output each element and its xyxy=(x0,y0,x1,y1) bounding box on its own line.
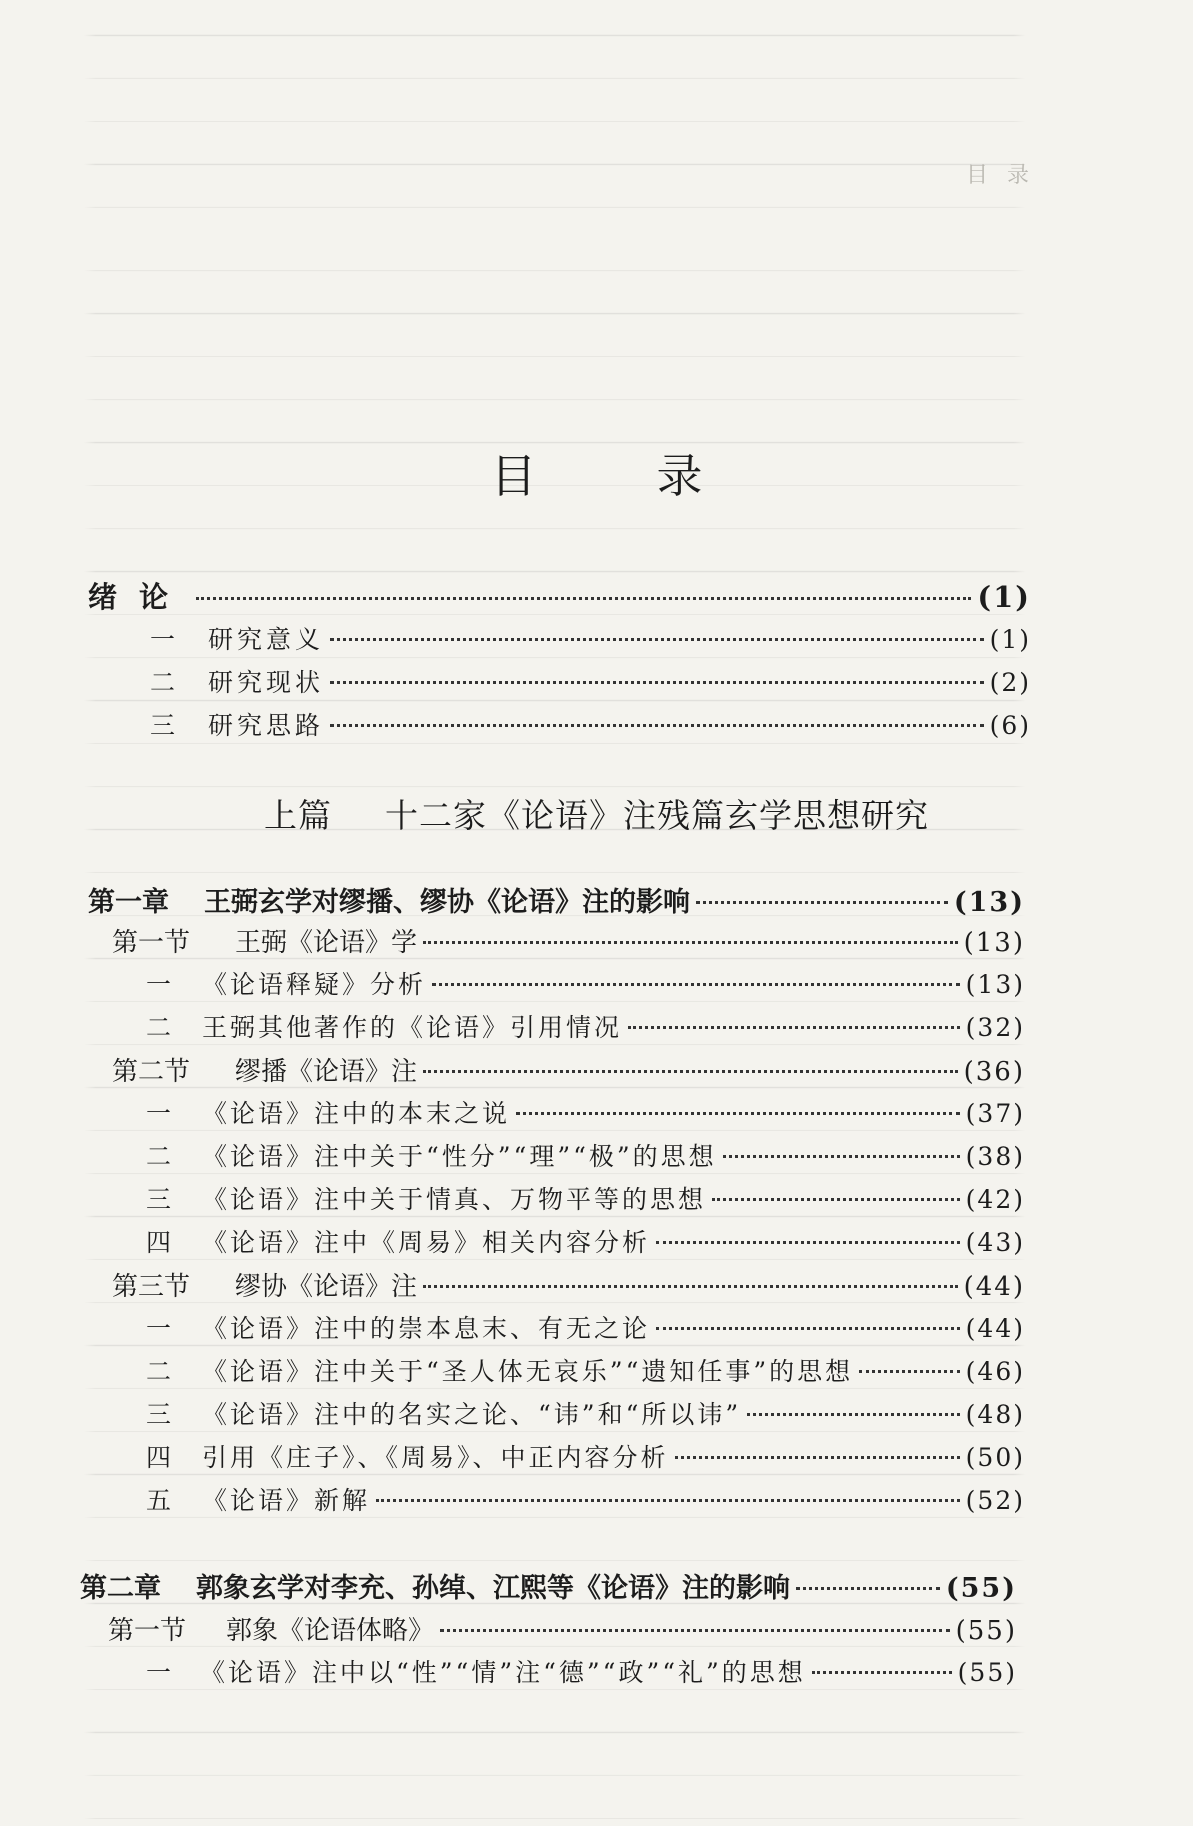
page-number: (46) xyxy=(965,1357,1025,1386)
page-number: (55) xyxy=(955,1616,1017,1646)
item-number: 二 xyxy=(146,1142,175,1171)
item-title: 《论语》注中关于情真、万物平等的思想 xyxy=(202,1185,707,1214)
toc-chapter-1[interactable] xyxy=(88,880,1025,919)
page-number: (6) xyxy=(989,711,1031,740)
chapter-title: 王弼玄学对缪播、缪协《论语》注的影响 xyxy=(204,887,690,918)
toc-item[interactable] xyxy=(146,1223,1025,1259)
chapter-number: 第二章 xyxy=(80,1573,161,1604)
item-number: 一 xyxy=(146,1658,175,1687)
leader-dots xyxy=(628,1026,960,1029)
toc-item[interactable] xyxy=(146,1137,1025,1173)
page-number: (2) xyxy=(989,668,1031,697)
item-number: 四 xyxy=(146,1228,175,1257)
toc-section[interactable] xyxy=(112,1266,1025,1303)
page-number: (13) xyxy=(953,887,1025,918)
leader-dots xyxy=(656,1327,960,1330)
section-number: 第一节 xyxy=(112,928,191,958)
entry-title: 研究思路 xyxy=(208,711,325,740)
chapter-number: 第一章 xyxy=(88,887,169,918)
toc-item[interactable] xyxy=(146,965,1025,1001)
entry-number: 一 xyxy=(150,625,180,654)
leader-dots xyxy=(712,1198,960,1201)
toc-entry[interactable] xyxy=(150,620,1031,656)
item-number: 一 xyxy=(146,970,175,999)
entry-title: 研究意义 xyxy=(208,625,325,654)
toc-item[interactable] xyxy=(146,1094,1025,1130)
page-number: (55) xyxy=(957,1658,1017,1687)
item-title: 《论语》注中的本末之说 xyxy=(202,1099,511,1128)
item-title: 《论语》注中关于“圣人体无哀乐”“遗知任事”的思想 xyxy=(202,1357,854,1386)
page-number: (52) xyxy=(965,1486,1025,1515)
item-title: 《论语》注中关于“性分”“理”“极”的思想 xyxy=(202,1142,717,1171)
leader-dots xyxy=(516,1112,960,1115)
leader-dots xyxy=(859,1370,960,1373)
toc-entry[interactable] xyxy=(150,663,1031,699)
leader-dots xyxy=(656,1241,960,1244)
toc-item[interactable] xyxy=(146,1309,1025,1345)
section-number: 第二节 xyxy=(112,1057,191,1087)
toc-item[interactable] xyxy=(146,1438,1025,1474)
leader-dots xyxy=(440,1629,950,1632)
leader-dots xyxy=(796,1587,940,1590)
toc-section[interactable] xyxy=(108,1610,1017,1647)
page-number: (43) xyxy=(965,1228,1025,1257)
page-number: (37) xyxy=(965,1099,1025,1128)
leader-dots xyxy=(812,1671,952,1674)
toc-item[interactable] xyxy=(146,1395,1025,1431)
entry-number: 三 xyxy=(150,711,180,740)
leader-dots xyxy=(330,681,984,684)
section-title: 缪协《论语》注 xyxy=(235,1272,418,1302)
entry-number: 二 xyxy=(150,668,180,697)
toc-item[interactable] xyxy=(146,1180,1025,1216)
item-title: 《论语释疑》分析 xyxy=(202,970,427,999)
leader-dots xyxy=(330,724,984,727)
running-head: 目 录 xyxy=(966,163,1035,188)
leader-dots xyxy=(423,941,958,944)
item-number: 一 xyxy=(146,1099,175,1128)
item-title: 《论语》注中的崇本息末、有无之论 xyxy=(202,1314,651,1343)
page-number: (50) xyxy=(965,1443,1025,1472)
leader-dots xyxy=(423,1285,958,1288)
item-number: 三 xyxy=(146,1400,175,1429)
item-title: 《论语》注中《周易》相关内容分析 xyxy=(202,1228,651,1257)
part-label: 上篇 xyxy=(264,796,332,835)
page-number: (44) xyxy=(963,1272,1025,1302)
page-number: (55) xyxy=(945,1573,1017,1604)
item-number: 四 xyxy=(146,1443,175,1472)
item-number: 一 xyxy=(146,1314,175,1343)
page-number: (36) xyxy=(963,1057,1025,1087)
page-number: (13) xyxy=(963,928,1025,958)
toc-item[interactable] xyxy=(146,1352,1025,1388)
toc-item[interactable] xyxy=(146,1008,1025,1044)
item-number: 二 xyxy=(146,1357,175,1386)
toc-entry-introduction[interactable] xyxy=(88,575,1031,616)
toc-section[interactable] xyxy=(112,922,1025,959)
section-title: 王弼《论语》学 xyxy=(235,928,418,958)
page-number: (44) xyxy=(965,1314,1025,1343)
leader-dots xyxy=(696,901,948,904)
item-title: 《论语》注中的名实之论、“讳”和“所以讳” xyxy=(202,1400,742,1429)
part-title-text: 十二家《论语》注残篇玄学思想研究 xyxy=(385,796,929,835)
item-number: 三 xyxy=(146,1185,175,1214)
page-title: 目录 xyxy=(490,449,823,503)
leader-dots xyxy=(376,1499,960,1502)
leader-dots xyxy=(675,1456,960,1459)
toc-section[interactable] xyxy=(112,1051,1025,1088)
section-number: 第一节 xyxy=(108,1616,187,1646)
leader-dots xyxy=(747,1413,960,1416)
leader-dots xyxy=(723,1155,960,1158)
item-title: 引用《庄子》、《周易》、中正内容分析 xyxy=(202,1443,669,1472)
section-number: 第三节 xyxy=(112,1272,191,1302)
item-title: 《论语》注中以“性”“情”注“德”“政”“礼”的思想 xyxy=(200,1658,806,1687)
leader-dots xyxy=(423,1070,958,1073)
chapter-title: 郭象玄学对李充、孙绰、江熙等《论语》注的影响 xyxy=(196,1573,790,1604)
section-title: 郭象《论语体略》 xyxy=(226,1616,435,1646)
toc-entry[interactable] xyxy=(150,706,1031,742)
toc-chapter-2[interactable] xyxy=(80,1566,1017,1605)
section-title: 缪播《论语》注 xyxy=(235,1057,418,1087)
page-number: (13) xyxy=(965,970,1025,999)
entry-title: 研究现状 xyxy=(208,668,325,697)
toc-item[interactable] xyxy=(146,1653,1017,1689)
item-number: 五 xyxy=(146,1486,175,1515)
page-number: (38) xyxy=(965,1142,1025,1171)
page-number: (1) xyxy=(977,580,1031,614)
item-title: 王弼其他著作的《论语》引用情况 xyxy=(202,1013,623,1042)
page-number: (48) xyxy=(965,1400,1025,1429)
page-number: (1) xyxy=(989,625,1031,654)
leader-dots xyxy=(330,638,984,641)
entry-title: 绪论 xyxy=(88,580,191,614)
part-heading xyxy=(0,790,1193,837)
leader-dots xyxy=(432,983,960,986)
item-number: 二 xyxy=(146,1013,175,1042)
page-number: (32) xyxy=(965,1013,1025,1042)
item-title: 《论语》新解 xyxy=(202,1486,371,1515)
page-number: (42) xyxy=(965,1185,1025,1214)
leader-dots xyxy=(196,597,971,600)
toc-item[interactable] xyxy=(146,1481,1025,1517)
